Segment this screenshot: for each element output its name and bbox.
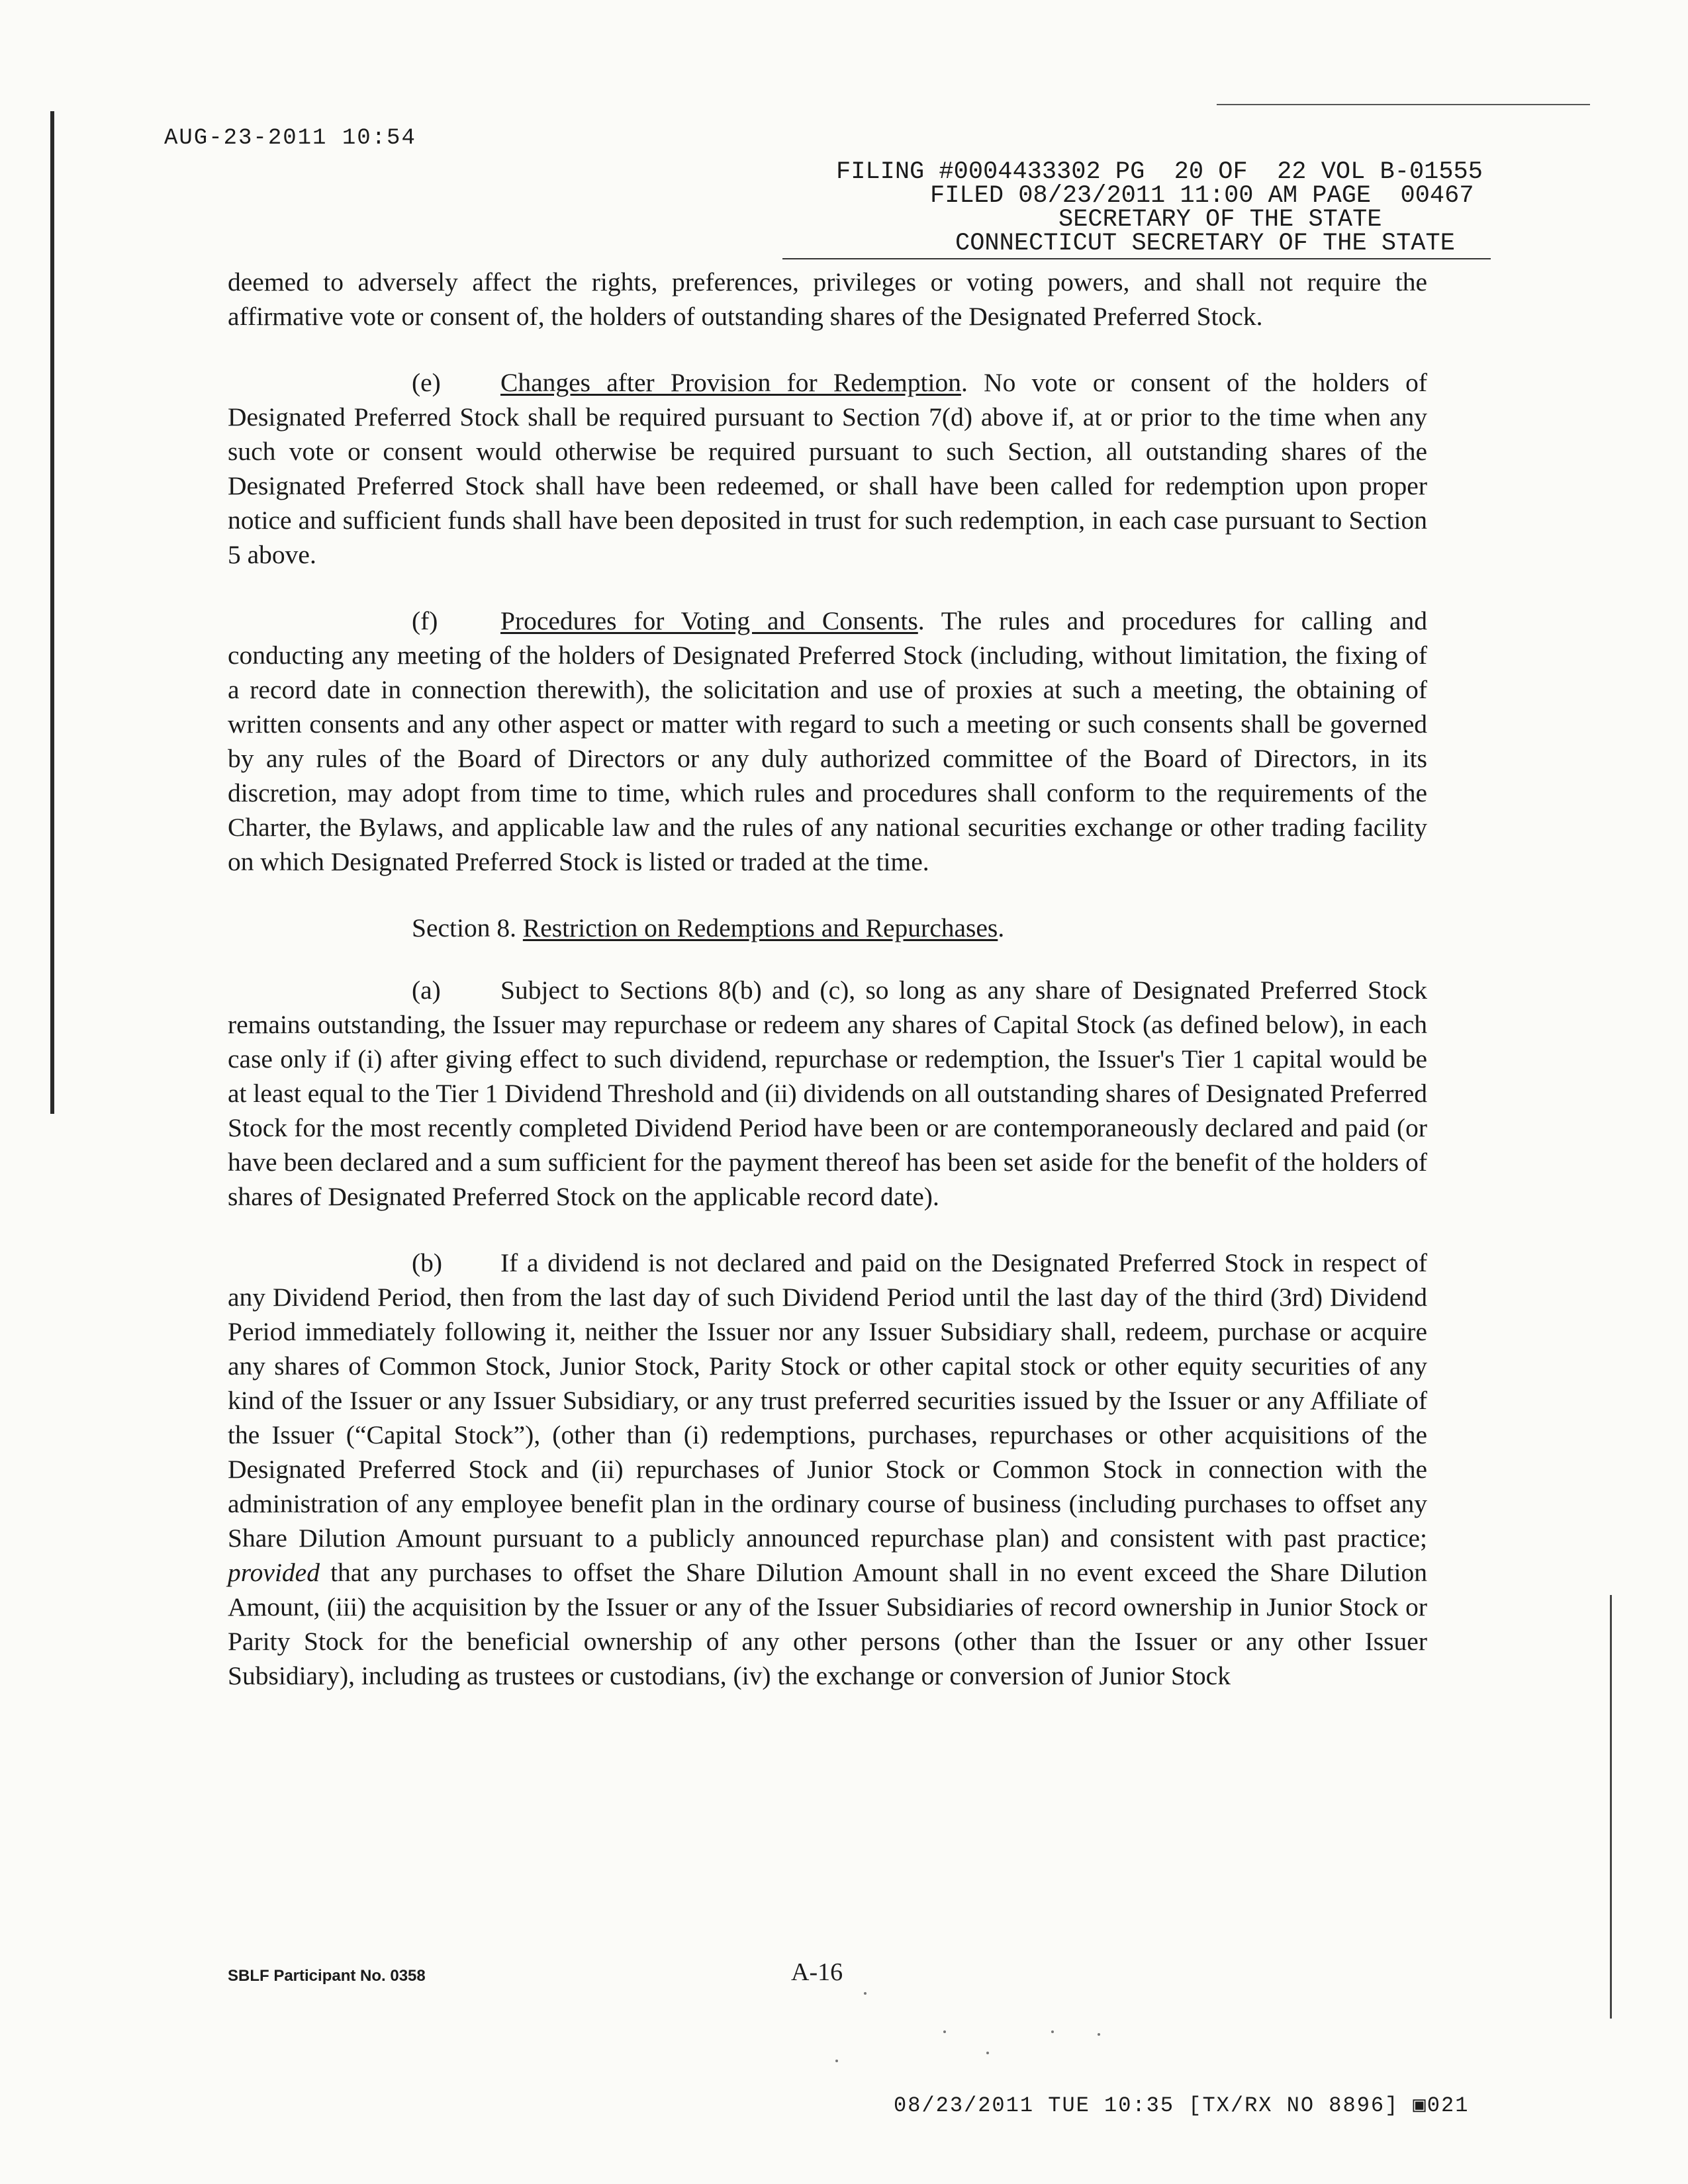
section-heading: [228, 911, 1427, 945]
section-title: Restriction on Redemptions and Repurchases: [522, 913, 998, 942]
paragraph-text: . The rules and procedures for calling and conducting any meeting of the holders of Designated Preferred Stock (including, without limitation, the fixing of a record date in connection therewith), the solicitation and use of proxies at such a meeting, the obtaining of written consents and any other aspect or matter with regard to such a meeting or such consents shall be governed by any rules of the Board of Directors or any duly authorized committee of the Board of Directors, in its discretion, may adopt from time to time, which rules and procedures shall conform to the requirements of the Charter, the Bylaws, and applicable law and the rules of any national securities exchange or other trading facility on which Designated Preferred Stock is listed or traded at the time.: [228, 606, 1427, 876]
paragraph-label: (b): [412, 1248, 443, 1277]
scan-edge-bar: [1610, 1595, 1612, 2019]
filing-stamp-line: CONNECTICUT SECRETARY OF THE STATE: [955, 230, 1455, 257]
scan-speck: [1051, 2030, 1054, 2033]
top-rule: [1217, 104, 1590, 105]
paragraph-label: (a): [412, 976, 441, 1005]
participant-number: SBLF Participant No. 0358: [228, 1967, 426, 1985]
paragraph-b: [228, 1246, 1427, 1693]
paragraph-a: [228, 973, 1427, 1214]
filing-stamp-line: FILING #0004433302 PG 20 OF 22 VOL B-01555: [836, 158, 1483, 186]
paragraph-text: If a dividend is not declared and paid on the Designated Preferred Stock in respect of any Dividend Period, then from the last day of such Dividend Period until the last day of the third (3rd) Dividend Period immediately following it, neither the Issuer nor any Issuer Subsidiary shall, redeem, purchase or acquire any shares of Common Stock, Junior Stock, Parity Stock or other capital stock or other equity securities of any kind of the Issuer or any Issuer Subsidiary, or any trust preferred securities issued by the Issuer or any Affiliate of the Issuer (“Capital Stock”), (other than (i) redemptions, purchases, repurchases or other acquisitions of the Designated Preferred Stock and (ii) repurchases of Junior Stock or Common Stock in connection with the administration of any employee benefit plan in the ordinary course of business (including purchases to offset any Share Dilution Amount pursuant to a publicly announced repurchase plan) and consistent with past practice;: [228, 1248, 1427, 1553]
paragraph-title: Changes after Provision for Redemption: [500, 368, 961, 397]
scan-speck: [864, 1992, 867, 1995]
scan-speck: [835, 2060, 838, 2062]
scan-speck: [1098, 2033, 1100, 2036]
paragraph-label: (f): [412, 606, 438, 635]
filing-stamp-line: FILED 08/23/2011 11:00 AM PAGE 00467: [930, 182, 1474, 210]
fax-footer: 08/23/2011 TUE 10:35 [TX/RX NO 8896] ▣021: [894, 2093, 1470, 2118]
scan-speck: [943, 2030, 946, 2033]
document-body: [228, 265, 1427, 1726]
paragraph-text: . No vote or consent of the holders of Designated Preferred Stock shall be required pursuant to Section 7(d) above if, at or prior to the time when any such vote or consent would otherwise be required pursuant to such Section, all outstanding shares of the Designated Preferred Stock shall have been redeemed, or shall have been called for redemption upon proper notice and sufficient funds shall have been deposited in trust for such redemption, in each case pursuant to Section 5 above.: [228, 368, 1427, 569]
filing-stamp: [831, 160, 1546, 255]
section-punct: .: [998, 913, 1005, 942]
scan-edge-bar: [50, 111, 54, 1114]
filing-rule: [782, 258, 1491, 259]
page-number: A-16: [791, 1958, 843, 1986]
filing-stamp-line: SECRETARY OF THE STATE: [1058, 206, 1382, 234]
paragraph-label: (e): [412, 368, 441, 397]
paragraph-e: [228, 365, 1427, 572]
scan-speck: [986, 2052, 989, 2054]
paragraph-text: that any purchases to offset the Share Dilution Amount shall in no event exceed the Share Dilution Amount, (iii) the acquisition by the Issuer or any of the Issuer Subsidiaries of record ownership in Junior Stock or Parity Stock for the beneficial ownership of any other persons (other than the Issuer or any other Issuer Subsidiary), including as trustees or custodians, (iv) the exchange or conversion of Junior Stock: [228, 1558, 1427, 1690]
section-number: Section 8.: [412, 913, 523, 942]
paragraph-italic: provided: [228, 1558, 320, 1587]
paragraph-text: Subject to Sections 8(b) and (c), so long as any share of Designated Preferred Stock remains outstanding, the Issuer may repurchase or redeem any shares of Capital Stock (as defined below), in each case only if (i) after giving effect to such dividend, repurchase or redemption, the Issuer's Tier 1 capital would be at least equal to the Tier 1 Dividend Threshold and (ii) dividends on all outstanding shares of Designated Preferred Stock for the most recently completed Dividend Period have been or are contemporaneously declared and paid (or have been declared and a sum sufficient for the payment thereof has been set aside for the benefit of the holders of shares of Designated Preferred Stock on the applicable record date).: [228, 976, 1427, 1211]
paragraph-f: [228, 604, 1427, 879]
fax-header-timestamp: AUG-23-2011 10:54: [164, 126, 416, 151]
paragraph-continuation: deemed to adversely affect the rights, preferences, privileges or voting powers, and shall not require the affirmative vote or consent of, the holders of outstanding shares of the Designated Preferred Stock.: [228, 267, 1427, 331]
paragraph-title: Procedures for Voting and Consents: [500, 606, 918, 635]
